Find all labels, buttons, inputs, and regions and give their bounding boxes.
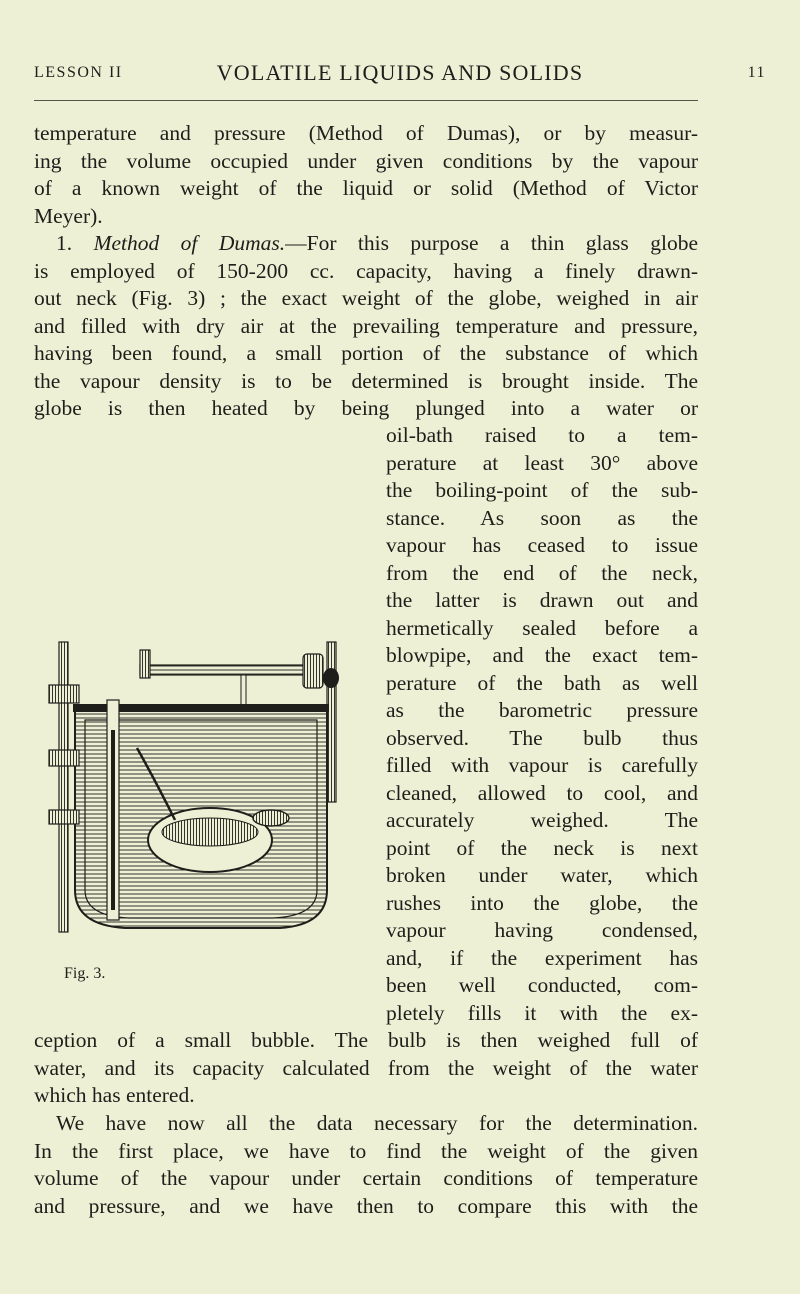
thermometer-column — [111, 730, 115, 910]
clamp-screw — [323, 668, 339, 688]
method-name: Method of Dumas. — [93, 231, 286, 255]
running-head — [34, 60, 766, 90]
text-line: stance. As soon as the — [386, 505, 698, 530]
text-line: pletely fills it with the ex- — [386, 1000, 698, 1025]
text-line: globe is then heated by being plunged into a water or — [34, 396, 698, 420]
lesson-label: LESSON II — [34, 64, 123, 81]
text-line: perature at least 30° above — [386, 450, 698, 475]
text-line: from the end of the neck, — [386, 560, 698, 585]
text-line: blowpipe, and the exact tem- — [386, 643, 698, 667]
left-clamp — [140, 650, 150, 678]
text-line: and filled with dry air at the prevailing temperature and pressure, — [34, 313, 698, 338]
text-line: We have now all the data necessary for the determination. — [56, 1111, 698, 1135]
text-line: which has entered. — [34, 1083, 195, 1107]
page-number: 11 — [747, 64, 766, 81]
lower-side-clamp — [49, 810, 79, 824]
figure-caption: Fig. 3. — [64, 965, 106, 982]
text-line: In the first place, we have to find the weight of the given — [34, 1138, 698, 1163]
text-line: of a known weight of the liquid or solid (Method of Victor — [34, 176, 698, 200]
method-heading-rest: —For this purpose a thin glass globe — [285, 231, 698, 255]
header-rule — [34, 100, 698, 101]
top-crossbar — [140, 665, 322, 675]
wrapped-column — [386, 422, 698, 1027]
chapter-title: VOLATILE LIQUIDS AND SOLIDS — [216, 60, 584, 85]
text-line: vapour having condensed, — [386, 918, 698, 942]
support-ring — [253, 810, 289, 826]
text-line: out neck (Fig. 3) ; the exact weight of the globe, weighed in air — [34, 286, 698, 310]
text-line: volume of the vapour under certain conditions of temperature — [34, 1166, 698, 1190]
method-heading-line — [34, 230, 698, 258]
right-stand-rod — [327, 642, 336, 802]
text-line: filled with vapour is carefully — [386, 753, 698, 777]
text-line: is employed of 150-200 cc. capacity, having a finely drawn- — [34, 258, 698, 283]
apparatus-illustration — [45, 640, 355, 942]
text-line: and pressure, and we have then to compare this with the — [34, 1193, 698, 1218]
upper-side-clamp — [49, 685, 79, 703]
text-line: broken under water, which — [386, 863, 698, 887]
final-paragraph — [34, 1110, 698, 1220]
middle-side-clamp — [49, 750, 79, 766]
text-line: been well conducted, com- — [386, 973, 698, 997]
text-line: perature of the bath as well — [386, 670, 698, 695]
continuation-paragraph — [34, 1027, 698, 1110]
text-line: the vapour density is to be determined is brought inside. The — [34, 368, 698, 393]
intro-paragraph — [34, 120, 698, 230]
text-line: hermetically sealed before a — [386, 615, 698, 640]
text-line: and, if the experiment has — [386, 945, 698, 970]
figure-dumas-apparatus — [45, 640, 355, 942]
text-line: temperature and pressure (Method of Dumas), or by measur- — [34, 121, 698, 145]
text-line: point of the neck is next — [386, 835, 698, 860]
method-paragraph — [34, 230, 698, 423]
text-line: the boiling-point of the sub- — [386, 478, 698, 502]
text-line: cleaned, allowed to cool, and — [386, 780, 698, 805]
text-line: vapour has ceased to issue — [386, 533, 698, 557]
text-line: water, and its capacity calculated from the weight of the water — [34, 1055, 698, 1080]
text-line: oil-bath raised to a tem- — [386, 423, 698, 447]
right-clamp — [303, 654, 323, 688]
text-line: Meyer). — [34, 203, 103, 228]
globe-highlight — [162, 818, 258, 846]
method-number: 1. — [56, 231, 73, 255]
text-line: ception of a small bubble. The bulb is then weighed full of — [34, 1028, 698, 1052]
text-line: observed. The bulb thus — [386, 725, 698, 750]
text-line: having been found, a small portion of the substance of which — [34, 341, 698, 365]
text-line: ing the volume occupied under given conditions by the vapour — [34, 148, 698, 173]
text-line: rushes into the globe, the — [386, 890, 698, 915]
text-line: accurately weighed. The — [386, 808, 698, 832]
text-line: as the barometric pressure — [386, 698, 698, 722]
text-line: the latter is drawn out and — [386, 588, 698, 612]
